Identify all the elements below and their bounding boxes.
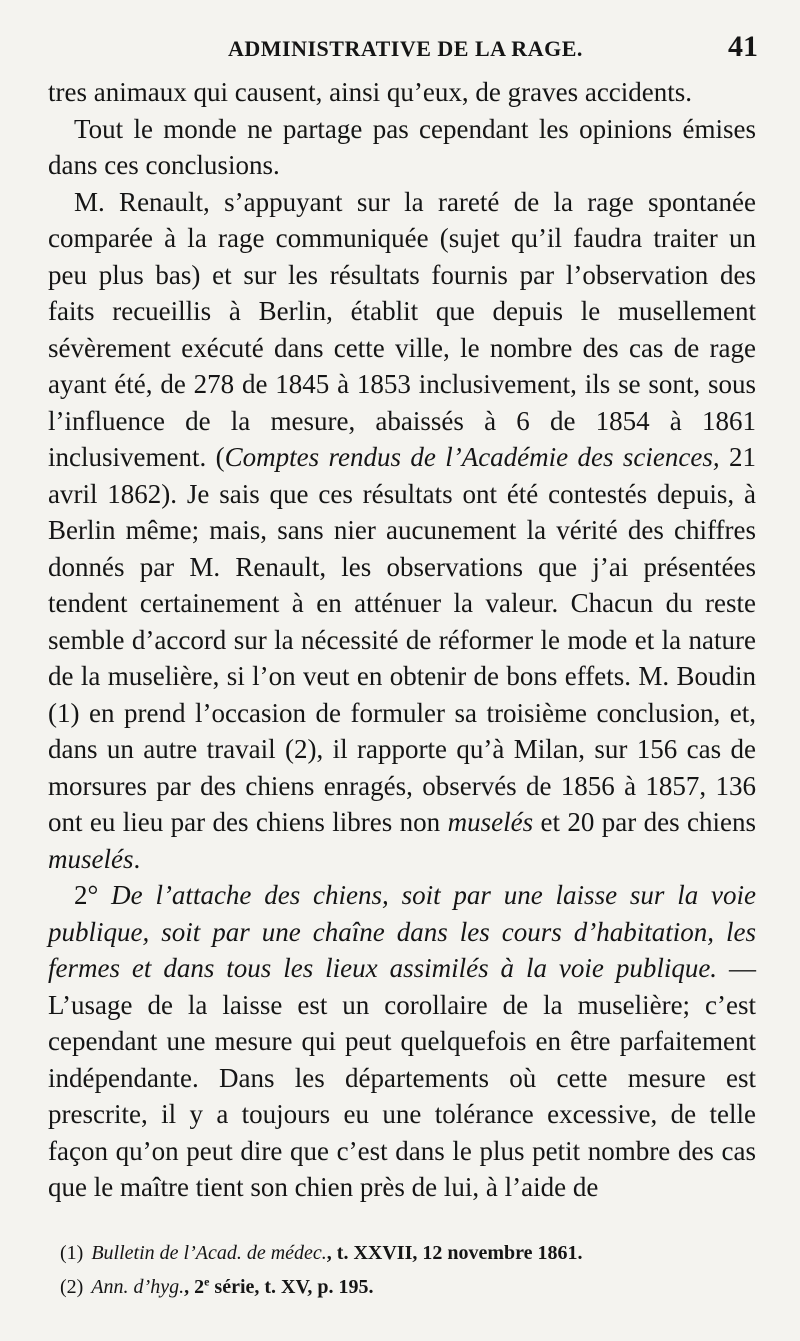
citation-comptes-rendus: Comptes rendus de l’Académie des sciences,: [224, 442, 720, 472]
footnote-1-source: Bulletin de l’Acad. de médec.: [91, 1242, 327, 1264]
paragraph-3-text-c: et 20 par des chiens: [533, 807, 756, 837]
paragraph-3-text-d: .: [133, 843, 141, 874]
running-head: ADMINISTRATIVE DE LA RAGE.: [228, 36, 583, 61]
footnote-2-source: Ann. d’hyg.: [91, 1276, 185, 1298]
paragraph-3: [48, 184, 756, 878]
paragraph-2: [48, 111, 756, 184]
paragraph-1-text: tres animaux qui causent, ainsi qu’eux, de graves accidents.: [48, 77, 693, 107]
italic-muzzled-1: muselés: [447, 807, 534, 837]
paragraph-1: [48, 74, 756, 111]
footnotes: [60, 1236, 760, 1304]
footnote-2-detail-post: série, t. XV, p. 195.: [209, 1276, 374, 1298]
footnote-2-superscript: e: [204, 1274, 210, 1289]
paragraph-4-text: L’usage de la laisse est un corollaire de la muselière; c’est cependant une mesure qui peut quelquefois en être parfaitement indépendante. Dans les départements où cette mesure est prescrite, il y a toujours eu une tolérance excessive, de telle façon qu’on peut dire que c’est dans le plus petit nombre des cas que le maître tient son chien près de lui, à l’aide de: [48, 989, 756, 1202]
paragraph-2-text: Tout le monde ne partage pas cependant les opinions émises dans ces conclusions.: [48, 113, 756, 180]
section-heading: De l’attache des chiens, soit par une laisse sur la voie publique, soit par une chaîne dans les cours d’habitation, les fermes et dans tous les lieux assimilés à la voie publique.: [48, 880, 757, 983]
paragraph-4: [48, 877, 756, 1206]
section-number: 2°: [74, 880, 99, 910]
page-header: [48, 30, 758, 70]
footnote-1-detail: , t. XXVII, 12 novembre 1861.: [326, 1242, 583, 1264]
footnote-2-mark: (2): [60, 1276, 84, 1298]
footnote-1-mark: (1): [60, 1242, 84, 1264]
paragraph-3-text-a: M. Renault, s’appuyant sur la rareté de la rage spontanée comparée à la rage communiquée (sujet qu’il faudra traiter un peu plus bas) et sur les résultats fournis par l’observation des faits recueillis à Berlin, établit que depuis le musellement sévèrement exécuté dans cette ville, le nombre des cas de rage ayant été, de 278 de 1845 à 1853 inclusivement, ils se sont, sous l’influence de la mesure, abaissés à 6 de 1854 à 1861 inclusivement. (: [48, 186, 756, 472]
footnote-1: [60, 1236, 760, 1270]
footnote-2: [60, 1270, 760, 1304]
body-text: [48, 74, 756, 1206]
footnote-2-detail-pre: , 2: [184, 1276, 205, 1298]
heading-dash: —: [717, 953, 757, 983]
page-number: 41: [728, 30, 758, 63]
paragraph-3-text-b: 21 avril 1862). Je sais que ces résultats ont été contestés depuis, à Berlin même; mais, sans nier aucunement la vérité des chiffres donnés par M. Renault, les observations que j’ai présentées tendent certainement à en atténuer la valeur. Chacun du reste semble d’accord sur la nécessité de réformer le mode et la nature de la muselière, si l’on veut en obtenir de bons effets. M. Boudin (1) en prend l’occasion de formuler sa troisième conclusion, et, dans un autre travail (2), il rapporte qu’à Milan, sur 156 cas de morsures par des chiens enragés, observés de 1856 à 1857, 136 ont eu lieu par des chiens libres non: [48, 442, 756, 837]
italic-muzzled-2: muselés: [48, 843, 134, 874]
